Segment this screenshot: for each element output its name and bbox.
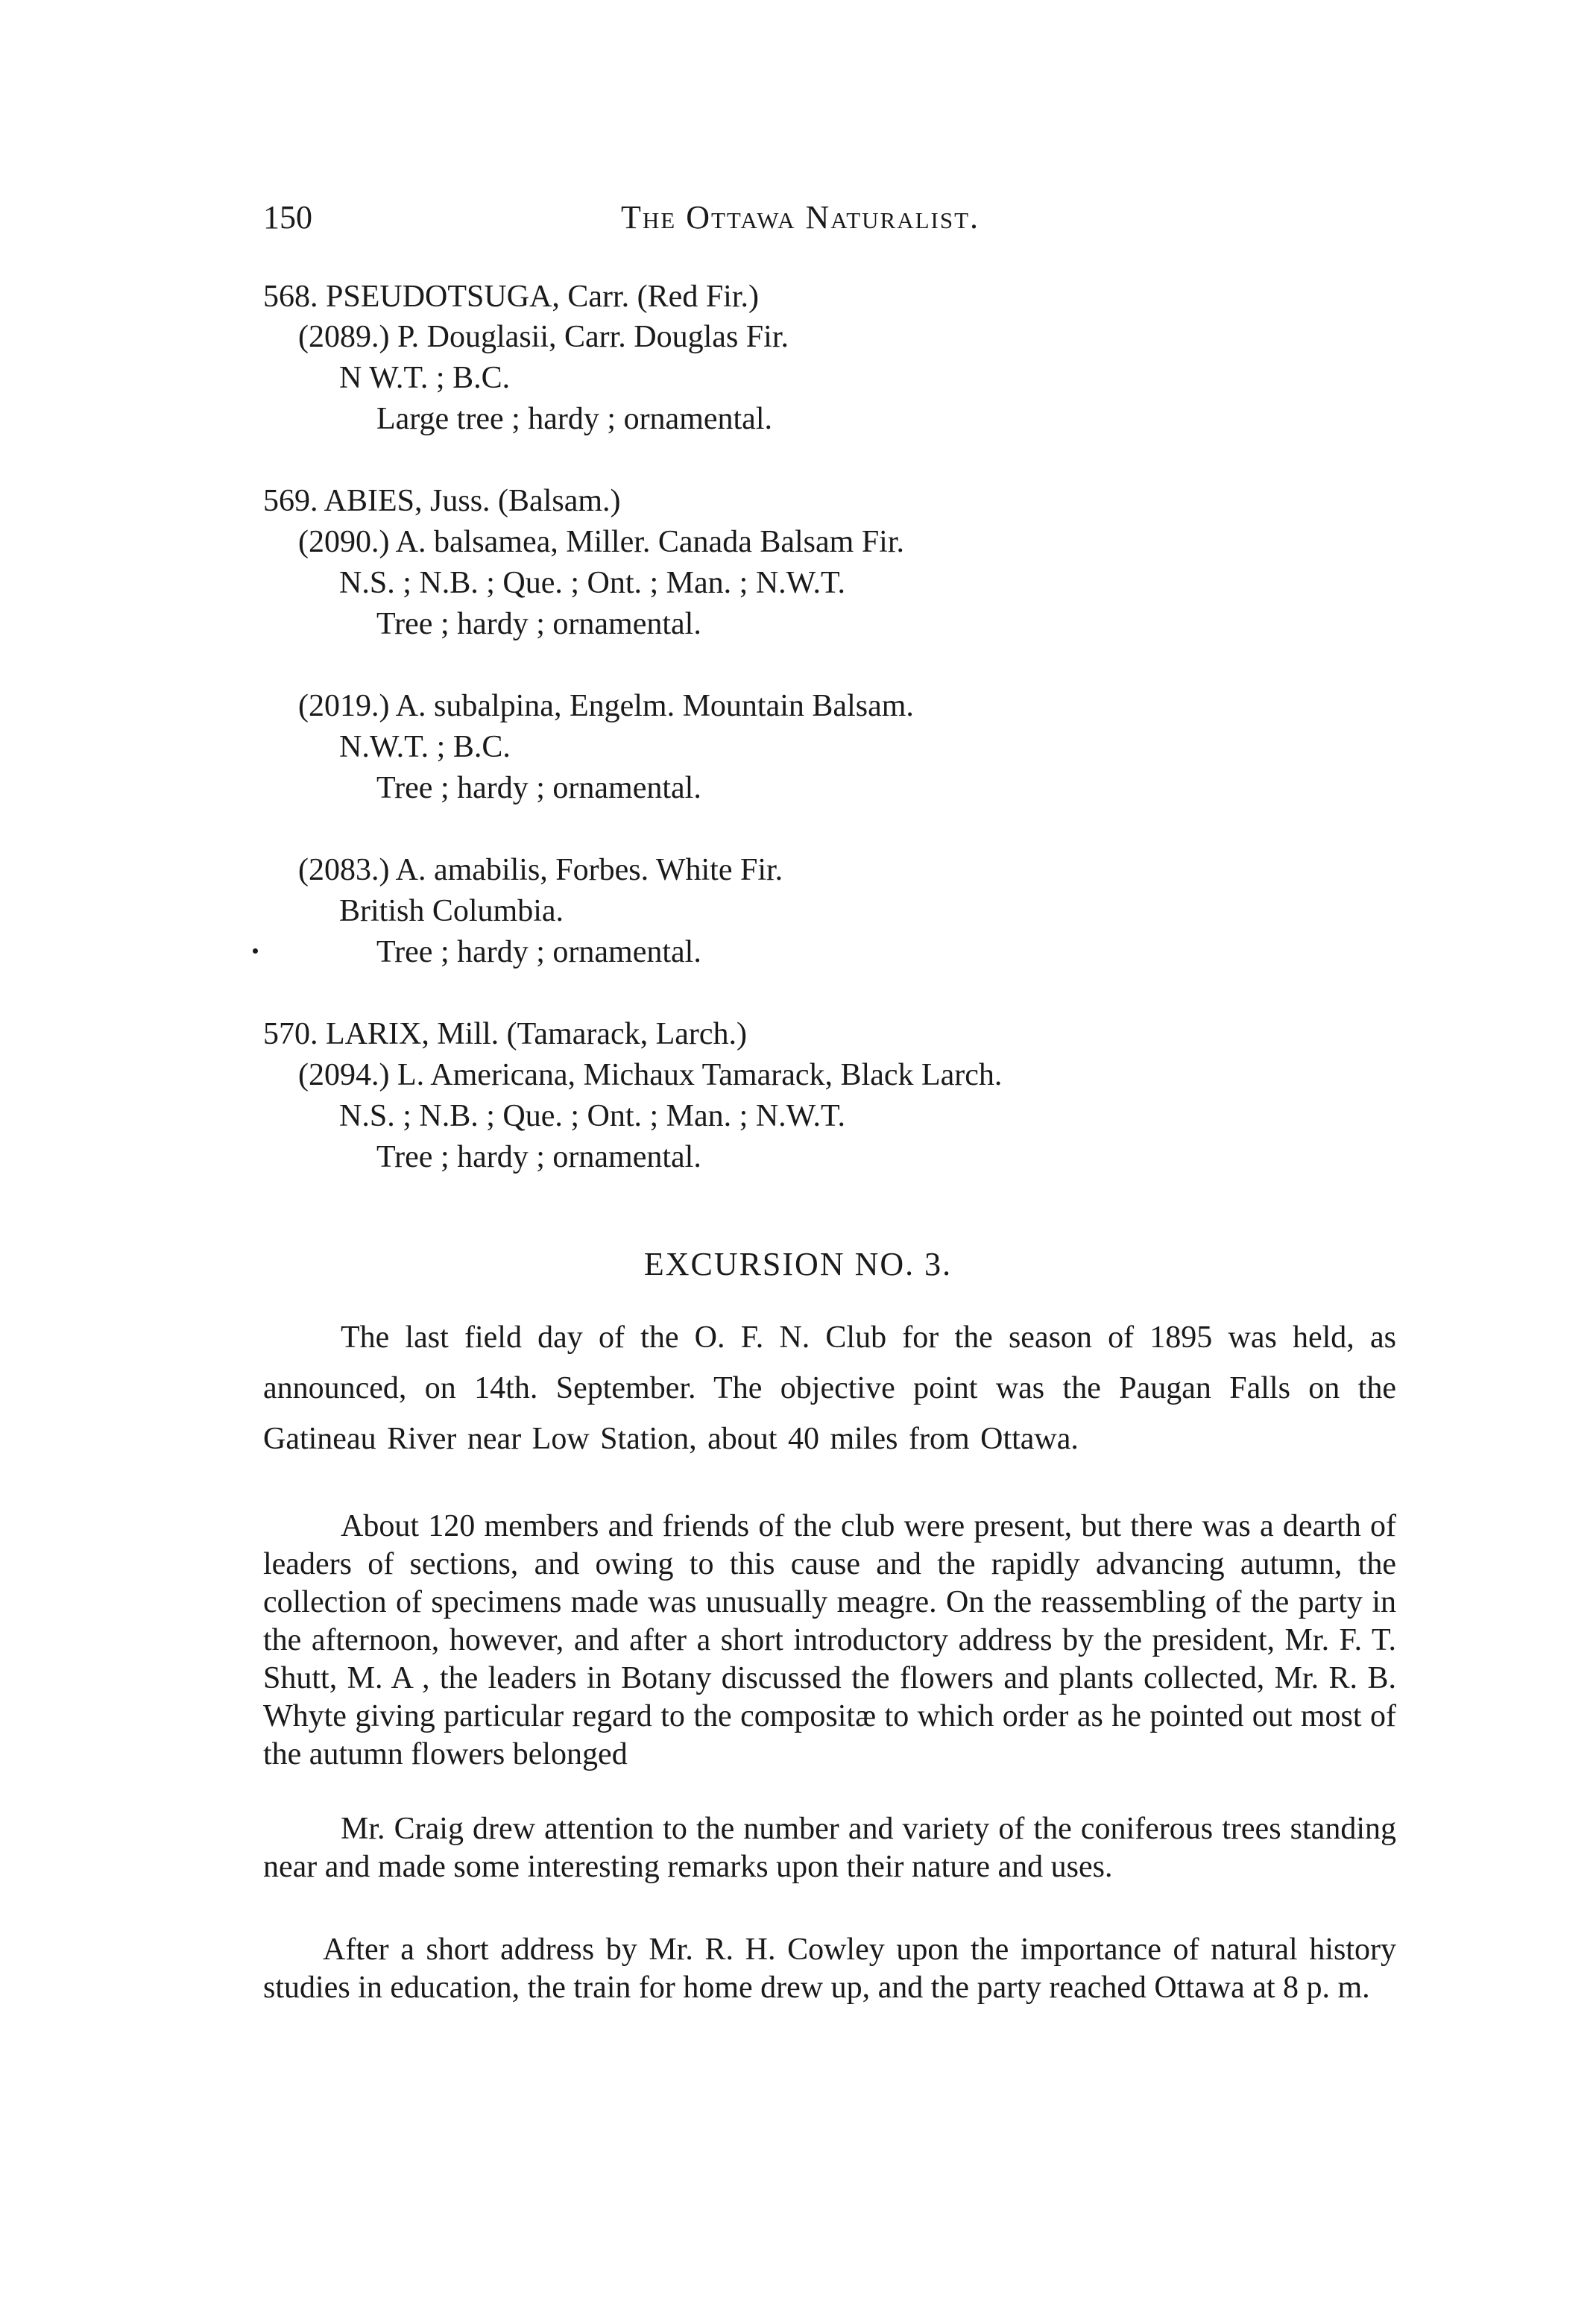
species-notes: Tree ; hardy ; ornamental.: [376, 935, 701, 969]
genus-heading: 568. PSEUDOTSUGA, Carr. (Red Fir.): [263, 280, 760, 314]
species-line: (2019.) A. subalpina, Engelm. Mountain Balsam.: [298, 689, 914, 723]
species-line: (2090.) A. balsamea, Miller. Canada Balsam Fir.: [298, 525, 905, 559]
species-notes: Tree ; hardy ; ornamental.: [376, 1140, 701, 1174]
genus-heading: 570. LARIX, Mill. (Tamarack, Larch.): [263, 1017, 748, 1051]
paragraph: [263, 1810, 1396, 1886]
species-line: (2089.) P. Douglasii, Carr. Douglas Fir.: [298, 320, 789, 354]
species-notes: Tree ; hardy ; ornamental.: [376, 607, 701, 641]
paragraph-text: About 120 members and friends of the club were present, but there was a dearth of leaders of sections, and owing to this cause and the rapidly advancing autumn, the collection of specimens made was unusually meagre. On the reassembling of the party in the afternoon, however, and after a short introductory address by the president, Mr. F. T. Shutt, M. A , the leaders in Botany discussed the flowers and plants collected, Mr. R. B. Whyte giving particular regard to the compositæ to which order as he pointed out most of the autumn flowers belonged: [263, 1509, 1396, 1771]
paragraph-text: The last field day of the O. F. N. Club for the season of 1895 was held, as announced, on 14th. September. The objective point was the Paugan Falls on the Gatineau River near Low Station, about 40 miles from Ottawa.: [263, 1320, 1396, 1456]
paragraph-text: After a short address by Mr. R. H. Cowley upon the importance of natural history studies in education, the train for home drew up, and the party reached Ottawa at 8 p. m.: [263, 1933, 1396, 2005]
species-line: (2083.) A. amabilis, Forbes. White Fir.: [298, 853, 783, 887]
species-range: N.W.T. ; B.C.: [339, 730, 511, 764]
genus-heading: 569. ABIES, Juss. (Balsam.): [263, 484, 621, 518]
species-range: N W.T. ; B.C.: [339, 361, 511, 395]
species-notes: Tree ; hardy ; ornamental.: [376, 771, 701, 805]
species-range: N.S. ; N.B. ; Que. ; Ont. ; Man. ; N.W.T.: [339, 1099, 845, 1133]
paragraph: [263, 1508, 1396, 1774]
species-notes: Large tree ; hardy ; ornamental.: [376, 402, 772, 436]
stray-mark: [253, 948, 258, 954]
paragraph: [263, 1931, 1396, 2007]
species-range: British Columbia.: [339, 894, 564, 928]
paragraph-text: Mr. Craig drew attention to the number and variety of the coniferous trees standing near and made some interesting remarks upon their nature and uses.: [263, 1812, 1396, 1884]
section-heading: EXCURSION NO. 3.: [643, 1246, 953, 1282]
species-line: (2094.) L. Americana, Michaux Tamarack, Black Larch.: [298, 1058, 1003, 1092]
page-number: 150: [263, 199, 312, 236]
running-title: The Ottawa Naturalist.: [621, 199, 980, 236]
paragraph: [263, 1312, 1396, 1464]
species-range: N.S. ; N.B. ; Que. ; Ont. ; Man. ; N.W.T.: [339, 566, 845, 600]
